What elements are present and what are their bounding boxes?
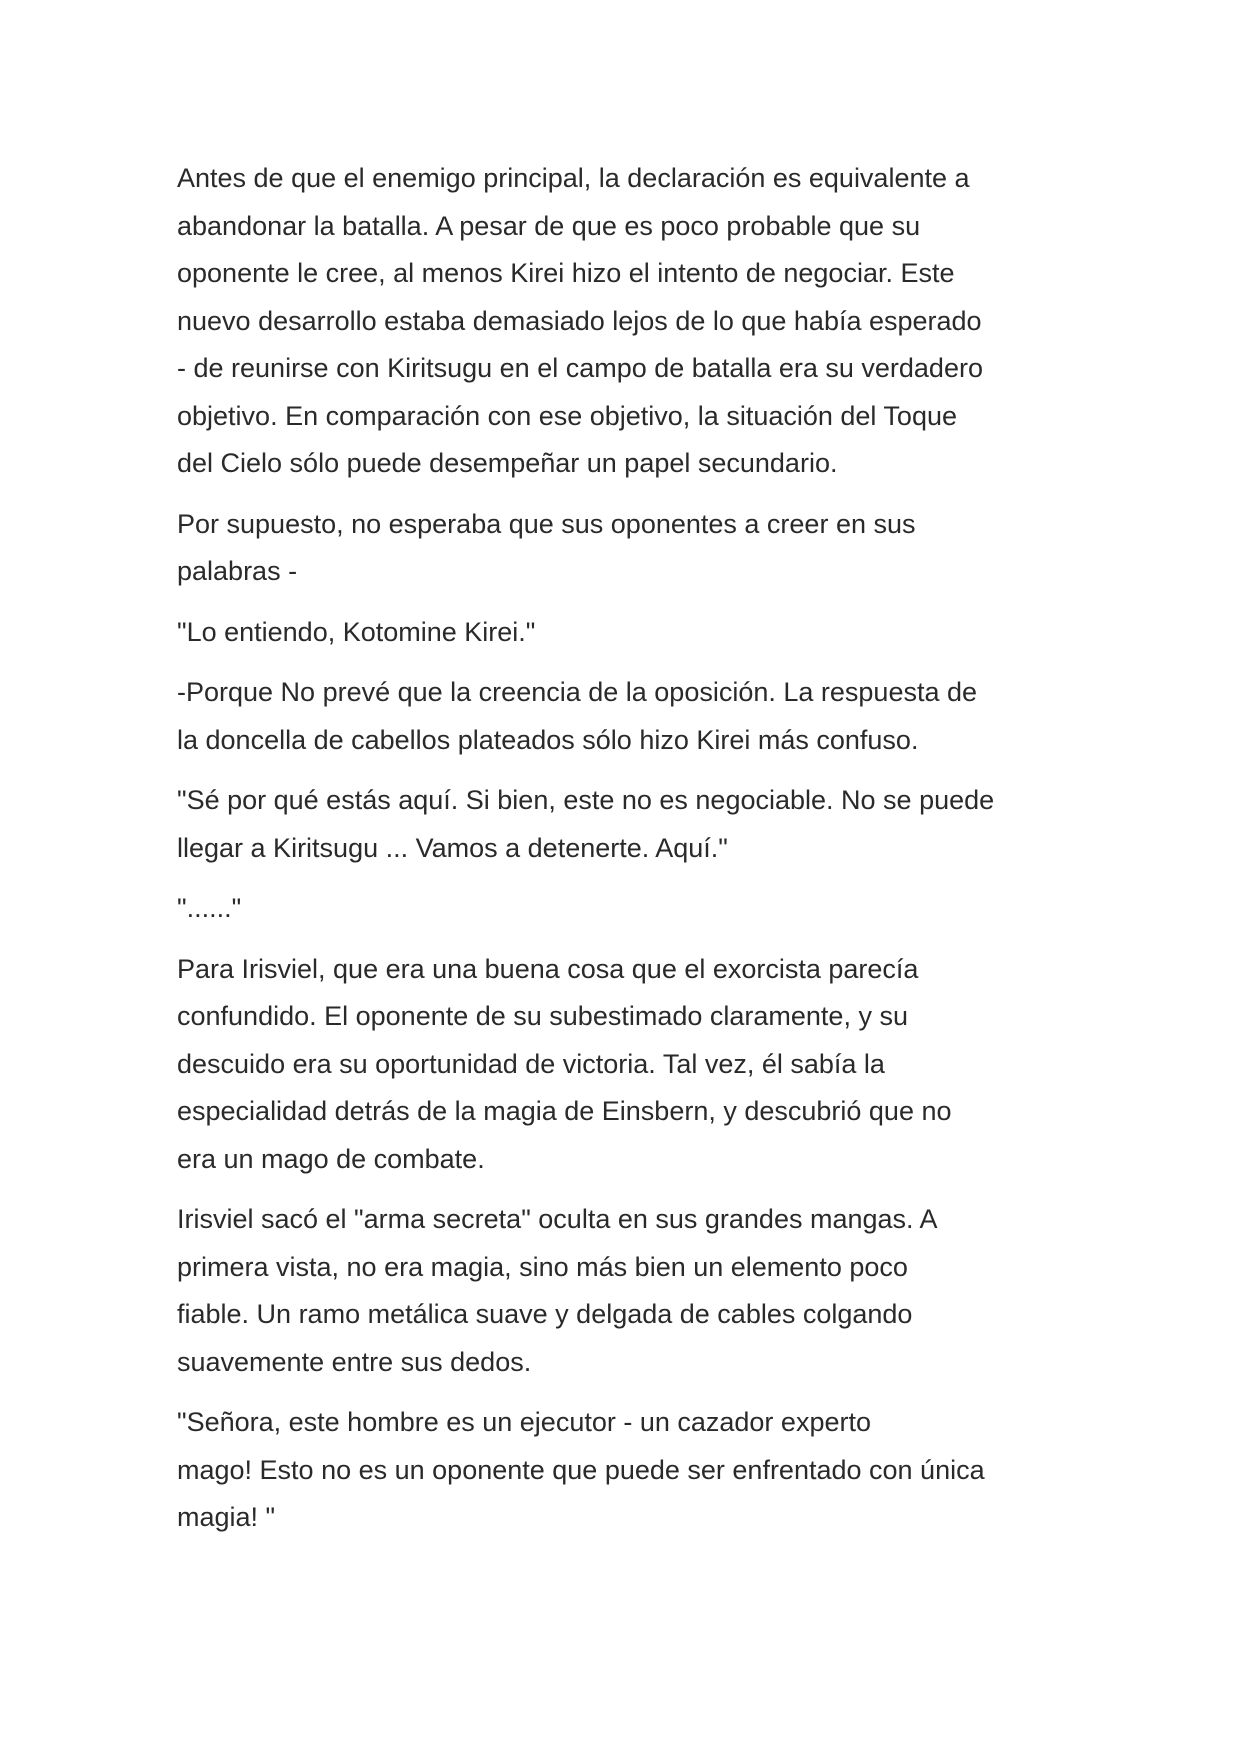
dialogue-paragraph bbox=[177, 885, 1077, 933]
text-line: del Cielo sólo puede desempeñar un papel secundario. bbox=[177, 448, 838, 478]
text-line: fiable. Un ramo metálica suave y delgada de cables colgando bbox=[177, 1299, 913, 1329]
paragraph bbox=[177, 946, 1077, 1184]
text-line: magia! " bbox=[177, 1502, 276, 1532]
paragraph bbox=[177, 1196, 1077, 1386]
text-line: "Lo entiendo, Kotomine Kirei." bbox=[177, 616, 536, 647]
text-line: Por supuesto, no esperaba que sus oponentes a creer en sus bbox=[177, 508, 916, 539]
text-line: la doncella de cabellos plateados sólo hizo Kirei más confuso. bbox=[177, 724, 919, 755]
text-line: era un mago de combate. bbox=[177, 1143, 485, 1174]
text-line: Antes de que el enemigo principal, la declaración es equivalente a bbox=[177, 163, 970, 193]
dialogue-paragraph bbox=[177, 609, 1077, 657]
text-line: descuido era su oportunidad de victoria. Tal vez, él sabía la bbox=[177, 1048, 885, 1079]
text-line: - de reunirse con Kiritsugu en el campo de batalla era su verdadero bbox=[177, 353, 983, 383]
text-line: especialidad detrás de la magia de Einsbern, y descubrió que no bbox=[177, 1096, 952, 1126]
text-line: abandonar la batalla. A pesar de que es poco probable que su bbox=[177, 210, 921, 241]
text-line: oponente le cree, al menos Kirei hizo el intento de negociar. Este bbox=[177, 258, 955, 288]
text-line: "Sé por qué estás aquí. Si bien, este no es negociable. No se puede bbox=[177, 785, 995, 815]
dialogue-paragraph bbox=[177, 1399, 1077, 1542]
text-line: Para Irisviel, que era una buena cosa que el exorcista parecía bbox=[177, 953, 919, 984]
text-line: "Señora, este hombre es un ejecutor - un cazador experto bbox=[177, 1407, 871, 1437]
dialogue-paragraph bbox=[177, 777, 1077, 872]
document-body bbox=[177, 155, 1077, 1555]
text-line: Irisviel sacó el "arma secreta" oculta en sus grandes mangas. A bbox=[177, 1204, 938, 1234]
text-line: suavemente entre sus dedos. bbox=[177, 1346, 532, 1377]
text-line: -Porque No prevé que la creencia de la oposición. La respuesta de bbox=[177, 677, 978, 707]
text-line: llegar a Kiritsugu ... Vamos a detenerte. Aquí." bbox=[177, 832, 728, 863]
paragraph bbox=[177, 155, 1077, 488]
text-line: mago! Esto no es un oponente que puede ser enfrentado con única bbox=[177, 1454, 985, 1485]
text-line: confundido. El oponente de su subestimado claramente, y su bbox=[177, 1001, 908, 1031]
text-line: palabras - bbox=[177, 556, 298, 586]
paragraph bbox=[177, 669, 1077, 764]
text-line: objetivo. En comparación con ese objetivo, la situación del Toque bbox=[177, 400, 957, 431]
text-line: nuevo desarrollo estaba demasiado lejos de lo que había esperado bbox=[177, 305, 982, 336]
text-line: "......" bbox=[177, 893, 242, 923]
text-line: primera vista, no era magia, sino más bien un elemento poco bbox=[177, 1251, 908, 1282]
paragraph bbox=[177, 501, 1077, 596]
